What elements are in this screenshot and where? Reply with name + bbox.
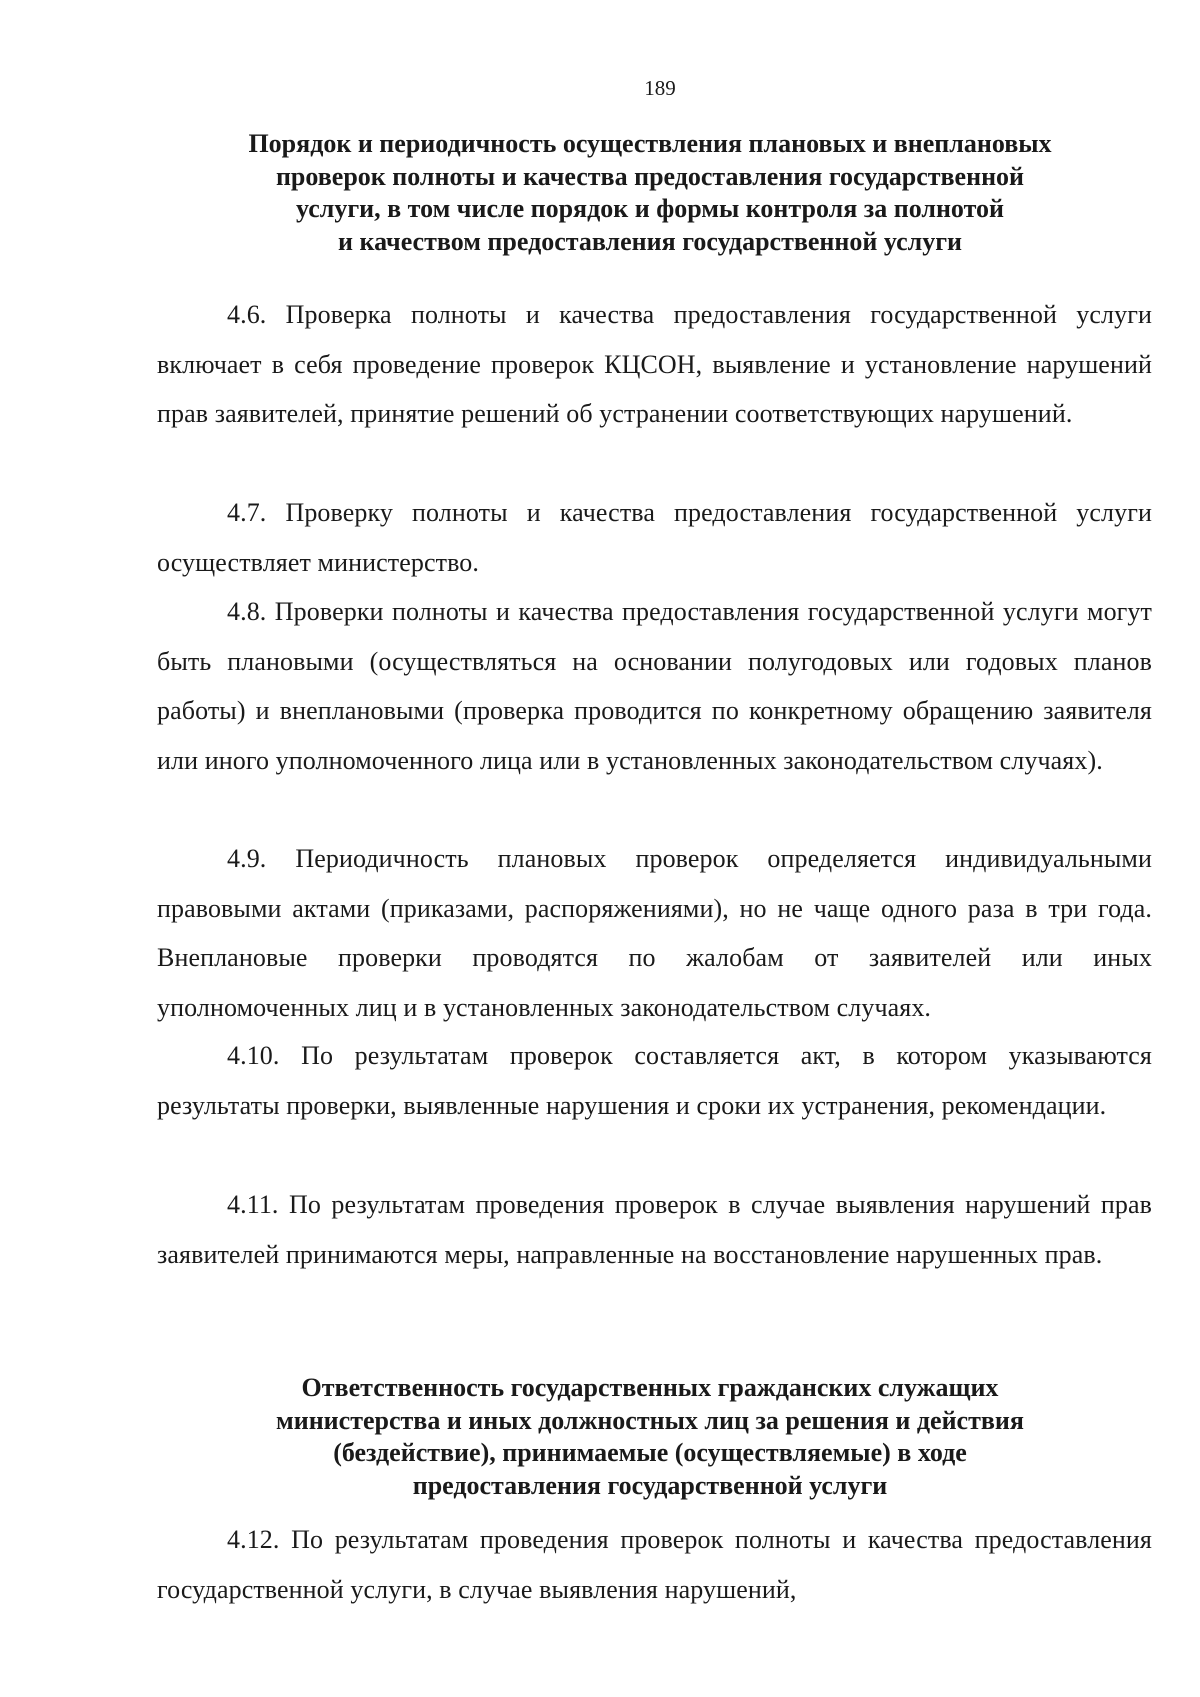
page-number: 189 [644, 76, 676, 100]
paragraph-4-8: 4.8. Проверки полноты и качества предоставления государственной услуги могут быть плановыми (осуществляться на основании полугодовых или годовых планов работы) и внеплановыми (проверка проводится по конкретному обращению заявителя или иного уполномоченного лица или в установленных законодательством случаях). [157, 597, 1152, 775]
paragraph-4-9: 4.9. Периодичность плановых проверок определяется индивидуальными правовыми актами (приказами, распоряжениями), но не чаще одного раза в три года. Внеплановые проверки проводятся по жалобам от заявителей или иных уполномоченных лиц и в установленных законодательством случаях. [157, 844, 1152, 1022]
paragraph-4-7: 4.7. Проверку полноты и качества предоставления государственной услуги осуществляет министерство. [157, 498, 1152, 577]
heading-line: министерства и иных должностных лиц за решения и действия [276, 1405, 1024, 1435]
heading-line: проверок полноты и качества предоставления государственной [275, 161, 1025, 191]
paragraph-4-10: 4.10. По результатам проверок составляется акт, в котором указываются результаты проверки, выявленные нарушения и сроки их устранения, рекомендации. [157, 1041, 1152, 1120]
heading-line: и качеством предоставления государственной услуги [338, 226, 962, 256]
heading-line: (бездействие), принимаемые (осуществляемые) в ходе [333, 1438, 967, 1467]
paragraph-4-12: 4.12. По результатам проведения проверок полноты и качества предоставления государственной услуги, в случае выявления нарушений, [157, 1525, 1152, 1604]
heading-line: Ответственность государственных гражданских служащих [301, 1373, 999, 1402]
heading-line: предоставления государственной услуги [412, 1470, 888, 1500]
section-heading-responsibility [160, 1372, 1140, 1502]
heading-line: услуги, в том числе порядок и формы контроля за полнотой [296, 194, 1004, 223]
section-heading-control-procedure [160, 128, 1140, 258]
paragraph-4-6: 4.6. Проверка полноты и качества предоставления государственной услуги включает в себя проведение проверок КЦСОН, выявление и установление нарушений прав заявителей, принятие решений об устранении соответствующих нарушений. [157, 300, 1152, 428]
heading-line: Порядок и периодичность осуществления плановых и внеплановых [248, 129, 1052, 158]
paragraph-4-11: 4.11. По результатам проведения проверок в случае выявления нарушений прав заявителей принимаются меры, направленные на восстановление нарушенных прав. [157, 1190, 1152, 1269]
